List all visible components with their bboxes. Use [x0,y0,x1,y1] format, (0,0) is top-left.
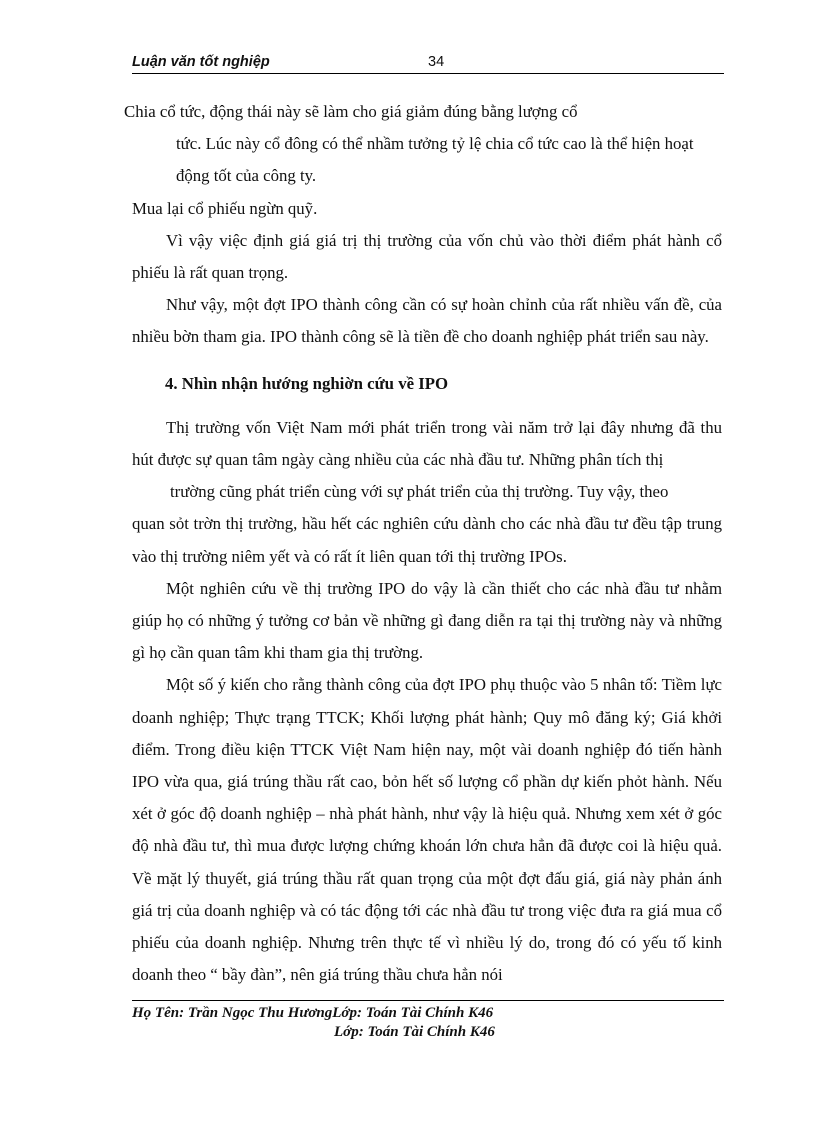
paragraph: Thị trường vốn Việt Nam mới phát triển trong vài năm trở lại đây nhưng đã thu hút được sự quan tâm ngày càng nhiều của các nhà đầu tư. Những phân tích thị [132,417,722,470]
footer-divider [132,1000,724,1001]
paragraph: Một số ý kiến cho rằng thành công của đợt IPO phụ thuộc vào 5 nhân tố: Tiềm lực doanh nghiệp; Thực trạng TTCK; Khối lượng phát hành; Quy mô đăng ký; Giá khởi điểm. Trong điều kiện TTCK Việt Nam hiện nay, một vài doanh nghiệp đó tiến hành IPO vừa qua, giá trúng thầu rất cao, bỏn hết số lượng cổ phần dự kiến phỏt hành. Nếu xét ở góc độ doanh nghiệp – nhà phát hành, như vậy là hiệu quả. Nhưng xem xét ở góc độ nhà đầu tư, thì mua được lượng chứng khoán lớn chưa hẳn đã được coi là hiệu quả. Về mặt lý thuyết, giá trúng thầu rất quan trọng của một đợt đấu giá, giá này phản ánh giá trị của doanh nghiệp và có tác động tới các nhà đầu tư trong việc đưa ra giá mua cổ phiếu của doanh nghiệp. Nhưng trên thực tế vì nhiều lý do, trong đó có yếu tố kinh doanh theo “ bầy đàn”, nên giá trúng thầu chưa hẳn nói [132,675,722,985]
section-heading: 4. Nhìn nhận hướng nghiờn cứu về IPO [165,373,449,393]
header-title: Luận văn tốt nghiệp [132,54,270,70]
footer-class: Lớp: Toán Tài Chính K46 [334,1024,495,1040]
paragraph: Vì vậy việc định giá giá trị thị trường của vốn chủ vào thời điểm phát hành cổ phiếu là rất quan trọng. [132,230,722,283]
page-number: 34 [428,54,445,70]
bullet-continuation [176,128,722,192]
document-body [124,96,722,991]
page-header [132,52,724,74]
paragraph: quan sỏt trờn thị trường, hầu hết các nghiên cứu dành cho các nhà đầu tư đều tập trung vào thị trường niêm yết và có rất ít liên quan tới thị trường IPOs. [132,514,722,566]
bullet-text: Chia cổ tức, động thái này sẽ làm cho giá giảm đúng bằng lượng cổ [124,102,578,121]
bullet-text-line3: động tốt của công ty. [176,166,317,186]
bullet-item-buyback [132,193,722,225]
paragraph: Một nghiên cứu về thị trường IPO do vậy là cần thiết cho các nhà đầu tư nhằm giúp họ có những ý tưởng cơ bản về những gì đang diễn ra tại thị trường này và những gì họ cần quan tâm khi tham gia thị trường. [132,578,722,663]
footer-author: Họ Tên: Trần Ngọc Thu HươngLớp: Toán Tài Chính K46 [132,1005,494,1021]
bullet-text: Mua lại cổ phiếu ngừn quỹ. [132,198,318,218]
bullet-item-dividend [124,96,722,128]
header-divider [132,73,724,74]
paragraph: trường cũng phát triển cùng với sự phát triển của thị trường. Tuy vậy, theo [170,482,669,502]
page-footer [132,1000,724,1041]
bullet-text-line2: tức. Lúc này cổ đông có thể nhầm tưởng tỷ lệ chia cổ tức cao là thể hiện hoạt [176,134,694,154]
paragraph: Như vậy, một đợt IPO thành công cần có sự hoàn chỉnh của rất nhiều vấn đề, của nhiều bờn tham gia. IPO thành công sẽ là tiền đề cho doanh nghiệp phát triển sau này. [132,295,722,347]
